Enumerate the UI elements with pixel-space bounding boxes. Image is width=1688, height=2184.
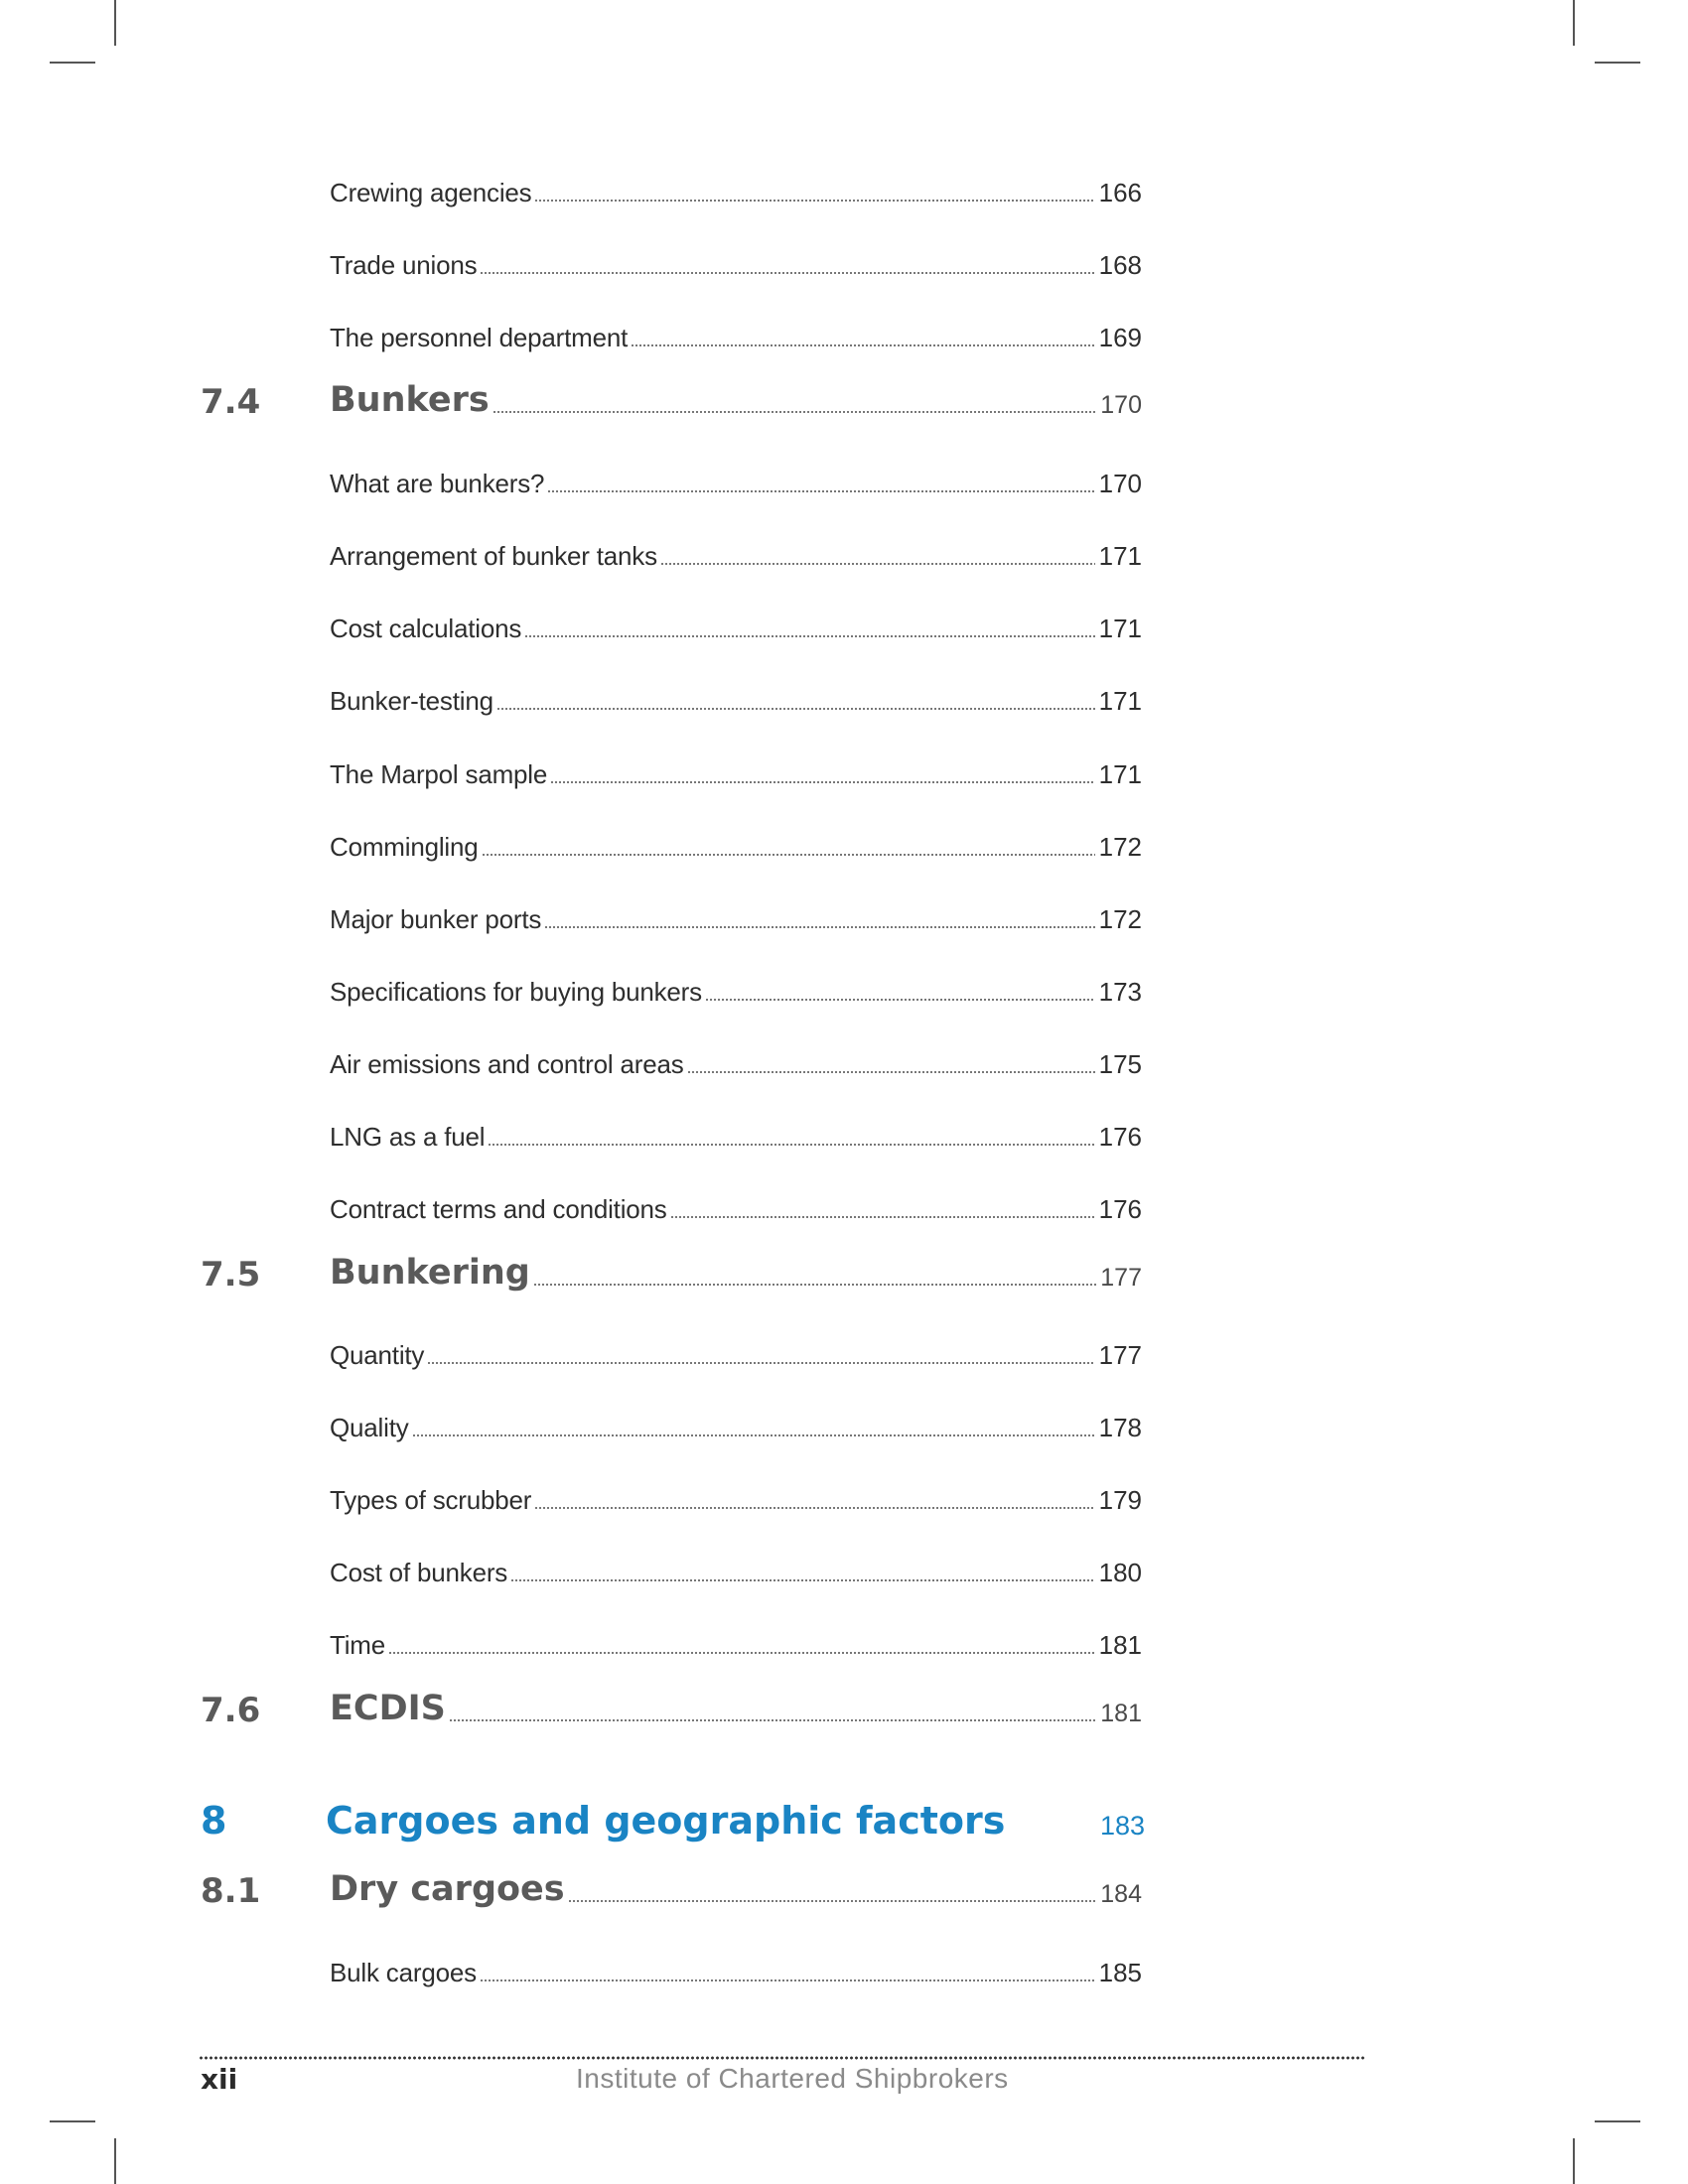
toc-section-heading[interactable] xyxy=(330,1253,1142,1293)
section-title: Bunkering xyxy=(330,1253,530,1293)
toc-entry-page: 171 xyxy=(1098,686,1142,716)
crop-mark xyxy=(50,62,95,64)
toc-entry-page: 173 xyxy=(1098,977,1142,1007)
section-title: ECDIS xyxy=(330,1689,446,1728)
toc-entry[interactable] xyxy=(330,1949,1142,1988)
section-page: 177 xyxy=(1100,1264,1142,1292)
toc-entry-page: 172 xyxy=(1098,904,1142,934)
toc-entry-label: LNG as a fuel xyxy=(330,1122,486,1152)
toc-entry[interactable] xyxy=(330,532,1142,572)
toc-entry-page: 176 xyxy=(1098,1122,1142,1152)
dot-leader xyxy=(510,1579,1095,1581)
dot-leader xyxy=(449,1719,1096,1721)
toc-entry[interactable] xyxy=(330,968,1142,1008)
dot-leader xyxy=(631,344,1094,346)
dot-leader xyxy=(568,1900,1097,1902)
toc-entry-label: Air emissions and control areas xyxy=(330,1049,684,1079)
section-page: 184 xyxy=(1100,1880,1142,1908)
toc-entry[interactable] xyxy=(330,1185,1142,1225)
dot-leader xyxy=(496,708,1095,710)
toc-entry-page: 177 xyxy=(1098,1340,1142,1370)
toc-entry[interactable] xyxy=(330,1549,1142,1588)
toc-entry-label: Specifications for buying bunkers xyxy=(330,977,702,1007)
dot-leader xyxy=(660,563,1095,565)
crop-mark xyxy=(1573,2138,1575,2184)
crop-mark xyxy=(1595,2120,1640,2122)
dot-leader xyxy=(480,272,1094,274)
toc-entry-label: Arrangement of bunker tanks xyxy=(330,541,657,571)
dot-leader xyxy=(705,999,1095,1001)
toc-entry-page: 185 xyxy=(1098,1958,1142,1987)
toc-entry[interactable] xyxy=(330,241,1142,281)
toc-entry-page: 169 xyxy=(1098,323,1142,352)
section-page: 181 xyxy=(1100,1700,1142,1727)
toc-entry[interactable] xyxy=(330,605,1142,644)
dot-leader xyxy=(687,1071,1095,1073)
crop-mark xyxy=(1573,0,1575,46)
toc-entry-page: 179 xyxy=(1098,1485,1142,1515)
toc-entry-label: Cost calculations xyxy=(330,614,522,643)
crop-mark xyxy=(114,0,116,46)
toc-section-heading[interactable] xyxy=(330,1689,1142,1728)
toc-entry-page: 171 xyxy=(1098,759,1142,789)
toc-entry[interactable] xyxy=(330,1404,1142,1443)
toc-entry-label: Bunker-testing xyxy=(330,686,493,716)
toc-entry-page: 168 xyxy=(1098,250,1142,280)
footer-divider xyxy=(199,2056,1364,2060)
dot-leader xyxy=(534,1507,1094,1509)
dot-leader xyxy=(388,1652,1095,1654)
dot-leader xyxy=(670,1216,1095,1218)
chapter-title[interactable]: Cargoes and geographic factors xyxy=(326,1799,1006,1843)
dot-leader xyxy=(544,926,1094,928)
dot-leader xyxy=(482,854,1095,856)
toc-entry[interactable] xyxy=(330,823,1142,863)
toc-entry-page: 176 xyxy=(1098,1194,1142,1224)
toc-entry-page: 171 xyxy=(1098,541,1142,571)
section-number: 7.4 xyxy=(201,382,261,422)
toc-entry[interactable] xyxy=(330,1113,1142,1153)
crop-mark xyxy=(114,2138,116,2184)
dot-leader xyxy=(533,1284,1096,1286)
toc-entry[interactable] xyxy=(330,677,1142,717)
toc-entry-label: Cost of bunkers xyxy=(330,1558,508,1587)
toc-entry[interactable] xyxy=(330,1476,1142,1516)
toc-entry-label: Commingling xyxy=(330,832,479,862)
toc-entry[interactable] xyxy=(330,1621,1142,1661)
section-title: Dry cargoes xyxy=(330,1869,565,1909)
toc-entry-label: Quantity xyxy=(330,1340,425,1370)
chapter-page: 183 xyxy=(1100,1811,1146,1841)
toc-entry-page: 175 xyxy=(1098,1049,1142,1079)
section-title: Bunkers xyxy=(330,380,490,420)
toc-entry-label: Crewing agencies xyxy=(330,178,532,207)
toc-section-heading[interactable] xyxy=(330,1869,1142,1909)
dot-leader xyxy=(427,1362,1094,1364)
toc-entry-page: 178 xyxy=(1098,1413,1142,1442)
dot-leader xyxy=(547,490,1094,492)
toc-entry[interactable] xyxy=(330,1040,1142,1080)
dot-leader xyxy=(412,1434,1095,1436)
section-number: 8.1 xyxy=(201,1871,261,1911)
dot-leader xyxy=(492,411,1097,413)
dot-leader xyxy=(488,1144,1094,1146)
toc-entry-label: The Marpol sample xyxy=(330,759,548,789)
toc-entry[interactable] xyxy=(330,460,1142,499)
toc-entry-label: Contract terms and conditions xyxy=(330,1194,667,1224)
section-page: 170 xyxy=(1100,391,1142,419)
toc-section-heading[interactable] xyxy=(330,380,1142,420)
toc-entry-page: 171 xyxy=(1098,614,1142,643)
toc-entry-label: Types of scrubber xyxy=(330,1485,532,1515)
toc-entry-page: 170 xyxy=(1098,469,1142,498)
toc-entry[interactable] xyxy=(330,314,1142,353)
dot-leader xyxy=(534,200,1094,202)
section-number: 7.5 xyxy=(201,1255,261,1295)
toc-entry-label: What are bunkers? xyxy=(330,469,545,498)
toc-entry-page: 180 xyxy=(1098,1558,1142,1587)
toc-entry[interactable] xyxy=(330,1331,1142,1371)
crop-mark xyxy=(50,2120,95,2122)
toc-entry-page: 172 xyxy=(1098,832,1142,862)
toc-entry-label: Quality xyxy=(330,1413,409,1442)
section-number: 7.6 xyxy=(201,1691,261,1730)
footer-page-number: xii xyxy=(201,2063,238,2096)
toc-entry-page: 166 xyxy=(1098,178,1142,207)
crop-mark xyxy=(1595,62,1640,64)
chapter-number: 8 xyxy=(201,1799,227,1843)
toc-entry-label: Major bunker ports xyxy=(330,904,542,934)
toc-entry-label: Trade unions xyxy=(330,250,478,280)
dot-leader xyxy=(480,1979,1095,1981)
toc-entry-page: 181 xyxy=(1098,1630,1142,1660)
dot-leader xyxy=(524,635,1094,637)
toc-entry[interactable] xyxy=(330,895,1142,935)
toc-entry[interactable] xyxy=(330,169,1142,208)
footer-publisher: Institute of Chartered Shipbrokers xyxy=(576,2063,1009,2094)
toc-entry[interactable] xyxy=(330,751,1142,790)
toc-entry-label: Bulk cargoes xyxy=(330,1958,477,1987)
toc-entry-label: The personnel department xyxy=(330,323,629,352)
toc-entry-label: Time xyxy=(330,1630,386,1660)
dot-leader xyxy=(550,781,1094,783)
